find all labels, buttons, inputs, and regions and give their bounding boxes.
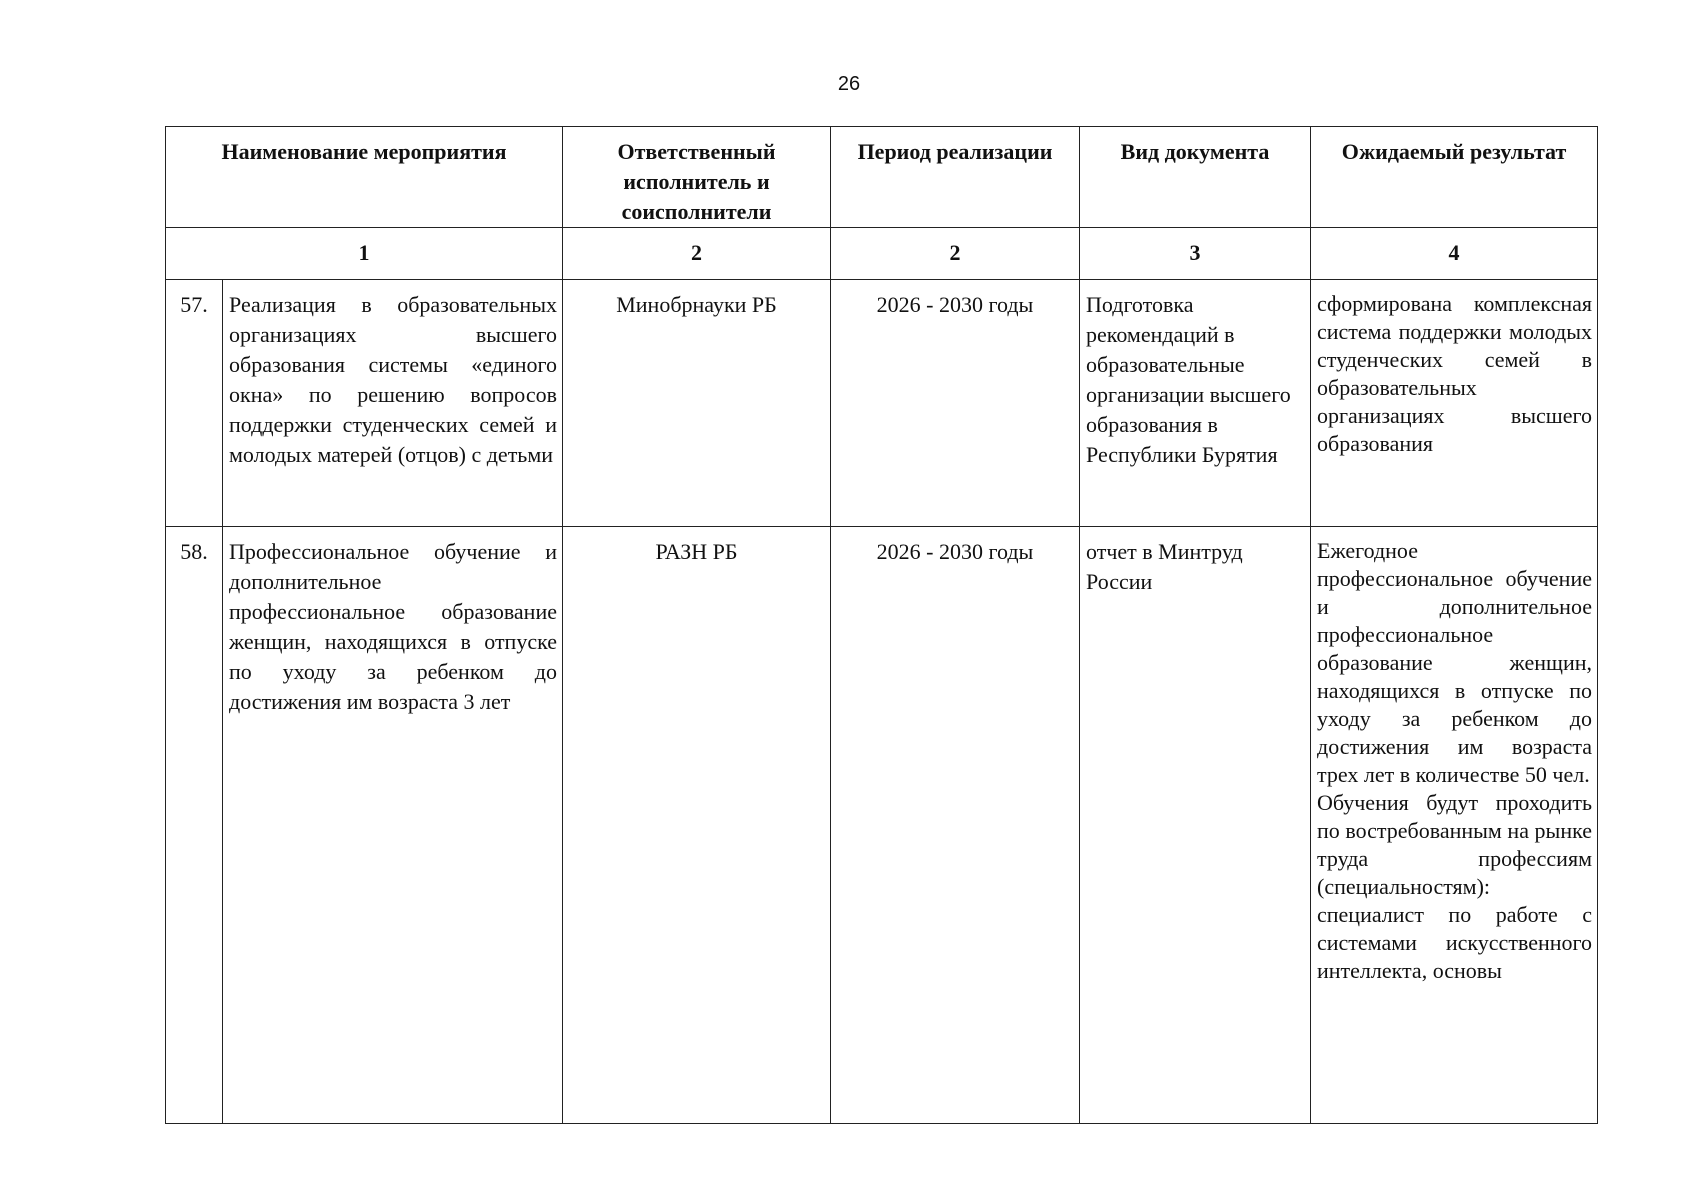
page-number: 26 [837, 73, 861, 95]
colnum-doc-type: 3 [1080, 228, 1311, 280]
measure-name: Реализация в образовательных организациях высшего образования системы «единого окна» по решению вопросов поддержки студенческих семей и молодых матерей (отцов) с детьми [223, 280, 563, 527]
document-type: Подготовка рекомендаций в образовательные организации высшего образования в Республики Бурятия [1080, 280, 1311, 527]
header-responsible-text: Ответственный исполнитель и соисполнители [617, 139, 776, 224]
implementation-period: 2026 - 2030 годы [831, 527, 1080, 1124]
colnum-name: 1 [166, 228, 563, 280]
header-row [166, 127, 1598, 228]
header-responsible [563, 127, 831, 228]
measure-name: Профессиональное обучение и дополнительное профессиональное образование женщин, находящихся в отпуске по уходу за ребенком до достижения им возраста 3 лет [223, 527, 563, 1124]
table-row [166, 280, 1598, 527]
expected-result-paragraph-2: Обучения будут проходить по востребованным на рынке труда профессиям (специальностям): специалист по работе с системами искусственного интеллекта, основы [1317, 790, 1592, 983]
header-period: Период реализации [831, 127, 1080, 228]
expected-result-paragraph-1: Ежегодное профессиональное обучение и дополнительное профессиональное образование женщин, находящихся в отпуске по уходу за ребенком до достижения им возраста трех лет в количестве 50 чел. [1317, 538, 1592, 787]
colnum-result: 4 [1311, 228, 1598, 280]
column-number-row [166, 228, 1598, 280]
expected-result: сформирована комплексная система поддержки молодых студенческих семей в образовательных организациях высшего образования [1311, 280, 1598, 527]
measures-table [165, 126, 1598, 1124]
implementation-period: 2026 - 2030 годы [831, 280, 1080, 527]
responsible-executor: РАЗН РБ [563, 527, 831, 1124]
row-number: 57. [166, 280, 223, 527]
colnum-responsible: 2 [563, 228, 831, 280]
header-doc-type: Вид документа [1080, 127, 1311, 228]
responsible-executor: Минобрнауки РБ [563, 280, 831, 527]
header-result: Ожидаемый результат [1311, 127, 1598, 228]
row-number: 58. [166, 527, 223, 1124]
document-type: отчет в Минтруд России [1080, 527, 1311, 1124]
table-row [166, 527, 1598, 1124]
colnum-period: 2 [831, 228, 1080, 280]
expected-result [1311, 527, 1598, 1124]
header-name: Наименование мероприятия [166, 127, 563, 228]
